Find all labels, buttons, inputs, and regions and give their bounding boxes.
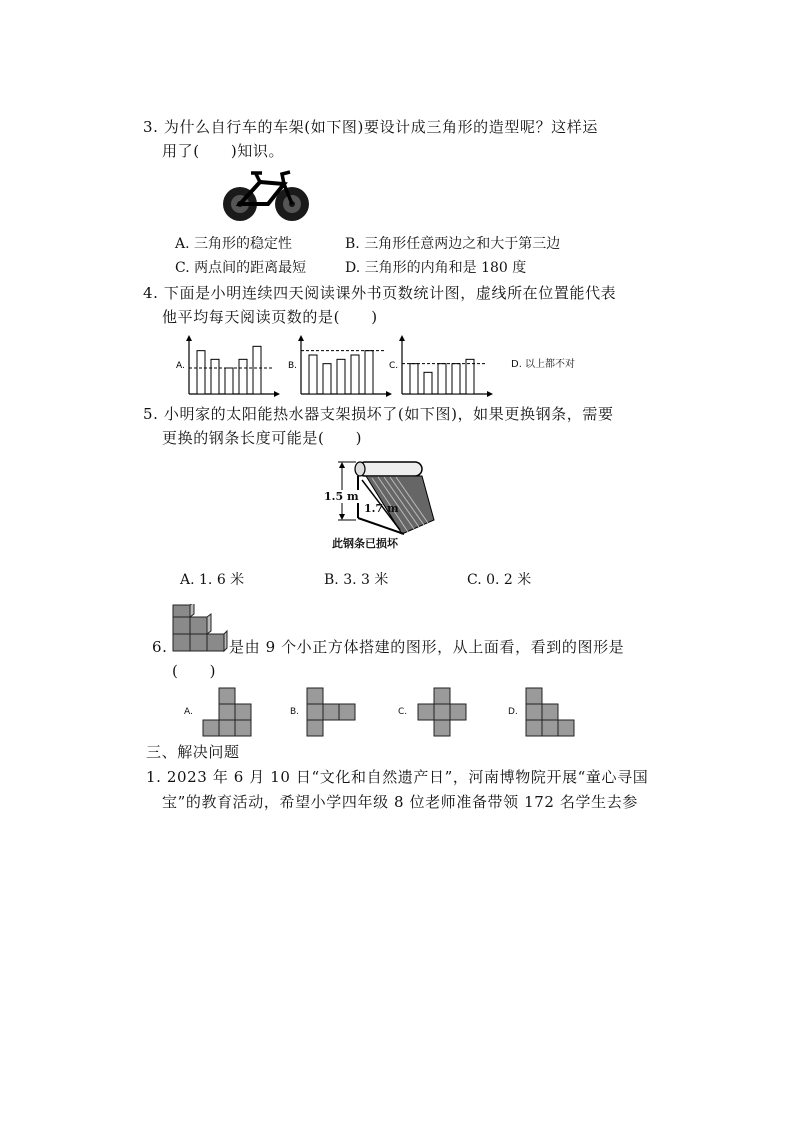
problem1-line1: 1. 2023 年 6 月 10 日“文化和自然遗产日”，河南博物院开展“童心寻国 xyxy=(146,768,649,786)
q5-text-line2: 更换的钢条长度可能是( ) xyxy=(162,429,363,447)
q3-option-b[interactable]: B. 三角形任意两边之和大于第三边 xyxy=(345,236,561,252)
broken-bar-caption: 此钢条已损坏 xyxy=(332,537,398,550)
q4-text-line1: 4. 下面是小明连续四天阅读课外书页数统计图，虚线所在位置能代表 xyxy=(143,284,617,302)
q6-option-a-grid[interactable] xyxy=(202,687,252,737)
q3-text-line2: 用了( )知识。 xyxy=(162,142,285,160)
q3-option-c[interactable]: C. 两点间的距离最短 xyxy=(175,260,307,276)
y-axis-arrow xyxy=(298,335,304,341)
bar xyxy=(211,359,219,394)
bar xyxy=(410,364,418,394)
cube-stack-image xyxy=(172,604,228,652)
bar xyxy=(365,351,373,394)
chart-label: A. xyxy=(176,361,185,371)
chart-label: C. xyxy=(389,361,399,371)
bar xyxy=(351,355,359,394)
bar xyxy=(253,346,261,394)
chart-b[interactable] xyxy=(287,334,393,404)
bar xyxy=(239,359,247,394)
y-axis-arrow xyxy=(186,335,192,341)
q6-number: 6. xyxy=(152,638,168,656)
q6-option-a-label[interactable]: A. xyxy=(184,707,193,717)
chart-a[interactable] xyxy=(175,334,281,404)
q3-text-line1: 3. 为什么自行车的车架(如下图)要设计成三角形的造型呢？这样运 xyxy=(143,118,598,136)
q6-option-b-label[interactable]: B. xyxy=(290,707,300,717)
bicycle-image xyxy=(220,166,312,224)
bar xyxy=(424,372,432,394)
bar xyxy=(197,351,205,394)
bar xyxy=(438,364,446,394)
bar xyxy=(337,359,345,394)
section-heading: 三、解决问题 xyxy=(146,743,240,761)
q4-text-line2: 他平均每天阅读页数的是( ) xyxy=(162,308,378,326)
q5-option-a[interactable]: A. 1. 6 米 xyxy=(180,572,245,588)
problem1-line2: 宝”的教育活动，希望小学四年级 8 位老师准备带领 172 名学生去参 xyxy=(162,793,638,811)
bar xyxy=(323,364,331,394)
q6-option-b-grid[interactable] xyxy=(306,687,356,737)
bar xyxy=(452,364,460,394)
q6-text-line1: 是由 9 个小正方体搭建的图形，从上面看，看到的图形是 xyxy=(229,638,625,656)
bar-length-label: 1.7 m xyxy=(364,502,399,515)
q5-option-c[interactable]: C. 0. 2 米 xyxy=(467,572,532,588)
chart-label: B. xyxy=(288,361,298,371)
q6-option-d-label[interactable]: D. xyxy=(508,707,518,717)
q3-option-d[interactable]: D. 三角形的内角和是 180 度 xyxy=(345,260,527,276)
q4-option-d[interactable]: D. 以上都不对 xyxy=(511,359,576,370)
q6-option-c-grid[interactable] xyxy=(417,687,467,737)
x-axis-arrow xyxy=(487,391,493,397)
q3-option-a[interactable]: A. 三角形的稳定性 xyxy=(175,236,293,252)
q5-text-line1: 5. 小明家的太阳能热水器支架损坏了(如下图)，如果更换钢条，需要 xyxy=(143,405,614,423)
q6-text-line2: ( ) xyxy=(172,662,217,680)
bar xyxy=(225,368,233,394)
bar xyxy=(466,359,474,394)
chart-c[interactable] xyxy=(388,334,494,404)
q6-option-c-label[interactable]: C. xyxy=(398,707,408,717)
q6-option-d-grid[interactable] xyxy=(525,687,575,737)
y-axis-arrow xyxy=(399,335,405,341)
height-label: 1.5 m xyxy=(324,490,359,503)
x-axis-arrow xyxy=(274,391,280,397)
bar xyxy=(309,355,317,394)
q5-option-b[interactable]: B. 3. 3 米 xyxy=(324,572,389,588)
